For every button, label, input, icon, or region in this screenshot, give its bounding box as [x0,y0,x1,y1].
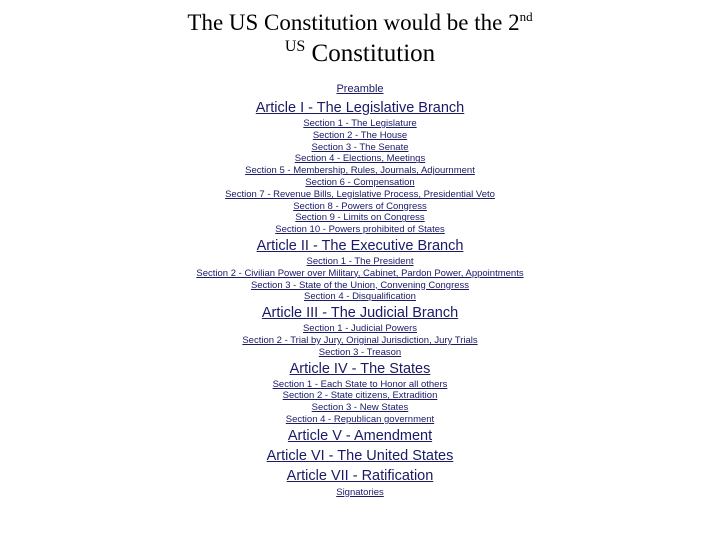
section-link[interactable]: Section 2 - The House [312,129,408,141]
table-of-contents [0,82,720,499]
section-link[interactable]: Section 3 - Treason [318,346,402,358]
section-link[interactable]: Section 2 - State citizens, Extradition [282,390,438,402]
title-superscript-us: US [284,38,306,55]
section-link[interactable]: Section 6 - Compensation [305,176,415,188]
article-link[interactable]: Article I - The Legislative Branch [255,100,465,116]
section-link[interactable]: Section 8 - Powers of Congress [293,200,427,212]
article-link[interactable]: Article V - Amendment [287,427,433,444]
article-link[interactable]: Article VII - Ratification [286,467,434,484]
section-link[interactable]: Section 4 - Disqualification [304,291,416,303]
preamble-link[interactable]: Preamble [336,83,384,95]
section-link[interactable]: Section 3 - State of the Union, Convening Congress [250,279,470,291]
section-link[interactable]: Section 9 - Limits on Congress [295,212,425,224]
section-link[interactable]: Section 3 - New States [311,402,409,414]
section-link[interactable]: Section 1 - Judicial Powers [302,323,418,335]
section-link[interactable]: Section 7 - Revenue Bills, Legislative Process, Presidential Veto [225,188,495,200]
section-link[interactable]: Section 4 - Republican government [285,413,435,425]
title-text-2: Constitution [305,40,436,67]
section-link[interactable]: Section 10 - Powers prohibited of States [275,224,445,236]
section-link[interactable]: Section 3 - The Senate [311,141,409,153]
article-link[interactable]: Article III - The Judicial Branch [261,305,459,322]
section-link[interactable]: Section 2 - Civilian Power over Military, Cabinet, Pardon Power, Appointments [196,267,524,279]
signatories-link[interactable]: Signatories [336,486,384,498]
section-link[interactable]: Section 1 - The President [306,255,414,267]
section-link[interactable]: Section 1 - Each State to Honor all others [272,378,448,390]
title-superscript: nd [519,9,533,24]
section-link[interactable]: Section 1 - The Legislature [303,118,417,129]
section-link[interactable]: Section 2 - Trial by Jury, Original Jurisdiction, Jury Trials [242,334,478,346]
page-title-line-2 [0,30,720,71]
article-link[interactable]: Article IV - The States [289,360,431,377]
article-link[interactable]: Article VI - The United States [266,447,454,464]
title-text: The US Constitution would be the 2 [187,10,520,35]
article-link[interactable]: Article II - The Executive Branch [256,237,464,254]
section-link[interactable]: Section 4 - Elections, Meetings [294,153,426,165]
section-link[interactable]: Section 5 - Membership, Rules, Journals, Adjournment [245,165,475,177]
